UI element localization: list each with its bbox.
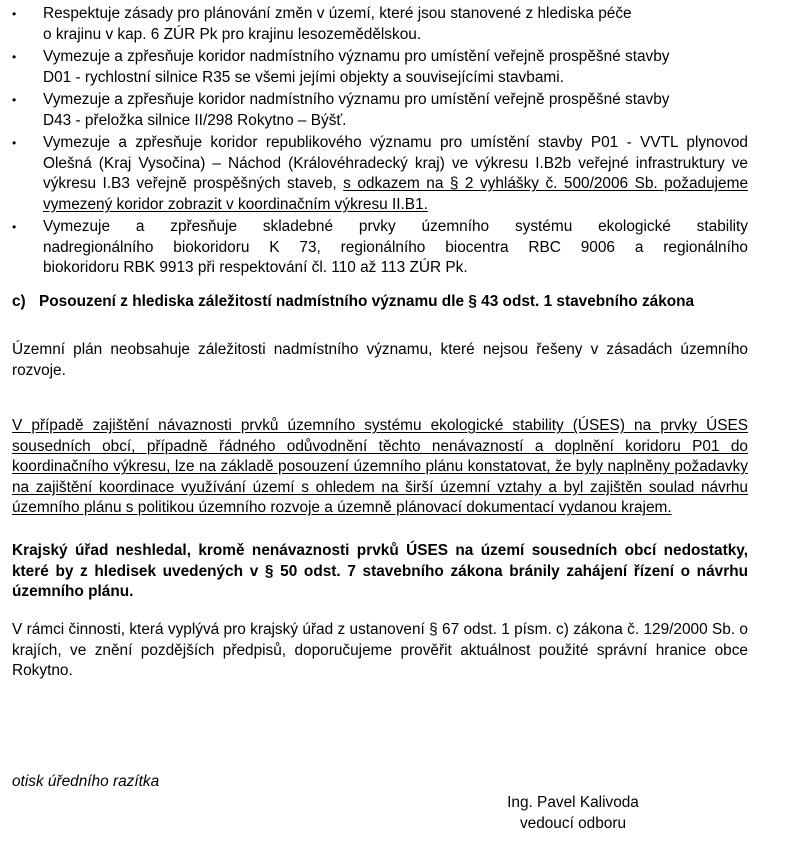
list-item	[12, 47, 748, 88]
text-line: biokoridoru RBK 9913 při respektování čl. 110 až 113 ZÚR Pk.	[43, 259, 468, 276]
bullet-marker: •	[12, 50, 17, 64]
bullet-marker: •	[12, 7, 17, 21]
signatory-role: vedoucí odboru	[519, 814, 627, 832]
text-line: D43 - přeložka silnice II/298 Rokytno – Býšť.	[43, 111, 347, 129]
paragraph-recommendation: V rámci činnosti, která vyplývá pro krajský úřad z ustanovení § 67 odst. 1 písm. c) zákona č. 129/2000 Sb. o krajích, ve znění pozdějších předpisů, doporučujeme prověřit aktuálnost použité správní hranice obce Rokytno.	[12, 621, 748, 679]
underlined-requirement: s odkazem na § 2 vyhlášky č. 500/2006 Sb. požadujeme vymezený koridor zobrazit v koordinačním výkresu II.B1.	[43, 175, 748, 213]
list-item	[12, 133, 748, 215]
list-item	[12, 4, 748, 45]
bullet-marker: •	[12, 93, 17, 107]
signature-block	[480, 793, 666, 834]
bullet-list	[12, 4, 748, 281]
section-heading	[12, 292, 748, 313]
text-line: Vymezuje a zpřesňuje koridor nadmístního významu pro umístění veřejně prospěšné stavby	[43, 48, 670, 65]
bullet-marker: •	[12, 220, 17, 234]
text-line: D01 - rychlostní silnice R35 se všemi jejími objekty a souvisejícími stavbami.	[43, 68, 564, 86]
text-line: Vymezuje a zpřesňuje koridor nadmístního významu pro umístění veřejně prospěšné stavby	[43, 91, 670, 108]
stamp-note: otisk úředního razítka	[12, 773, 160, 790]
paragraph-conclusion: Krajský úřad neshledal, kromě nenávaznosti prvků ÚSES na území sousedních obcí nedostatky, které by z hledisek uvedených v § 50 odst. 7 stavebního zákona bránily zahájení řízení o návrhu územního plánu.	[12, 542, 748, 600]
paragraph-regional-matters: Územní plán neobsahuje záležitosti nadmístního významu, které nejsou řešeny v zásadách územního rozvoje.	[12, 341, 748, 379]
bullet-marker: •	[12, 136, 17, 150]
text-line: Vymezuje a zpřesňuje skladebné prvky územního systému ekologické stability	[43, 218, 748, 235]
signatory-name: Ing. Pavel Kalivoda	[507, 794, 639, 811]
text-line: o krajinu v kap. 6 ZÚR Pk pro krajinu lesozemědělskou.	[43, 25, 422, 43]
paragraph-coordination: V případě zajištění návaznosti prvků územního systému ekologické stability (ÚSES) na prvky ÚSES sousedních obcí, případně řádného odůvodnění těchto nenávazností a doplnění koridoru P01 do koordinačního výkresu, lze na základě posouzení územního plánu konstatovat, že byly naplněny požadavky na zajištění koordinace využívání území s ohledem na širší územní vztahy a byl zajištěn soulad návrhu územního plánu s politikou územního rozvoje a územně plánovací dokumentací vydanou krajem.	[12, 417, 748, 516]
list-item	[12, 217, 748, 279]
section-title: Posouzení z hlediska záležitostí nadmístního významu dle § 43 odst. 1 stavebního zákona	[39, 293, 695, 310]
text-line: Respektuje zásady pro plánování změn v území, které jsou stanovené z hlediska péče	[43, 5, 632, 22]
text-line: nadregionálního biokoridoru K 73, regionálního biocentra RBC 9006 a regionálního	[43, 238, 748, 256]
bullet-text: Vymezuje a zpřesňuje koridor republikového významu pro umístění stavby P01 - VVTL plynovod Olešná (Kraj Vysočina) – Náchod (Královéhradecký kraj) ve výkresu I.B2b veřejné infrastruktury ve výkresu I.B3 veřejně prospěšných staveb,	[43, 134, 748, 192]
section-label: c)	[12, 293, 26, 310]
list-item	[12, 90, 748, 131]
